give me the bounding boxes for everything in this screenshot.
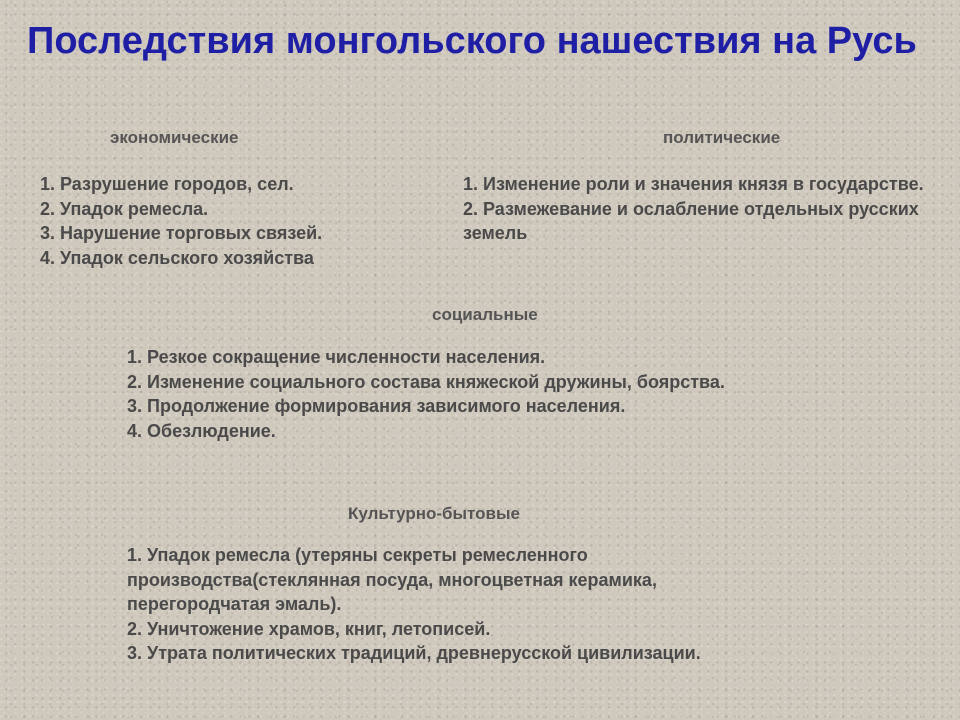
social-list bbox=[127, 345, 847, 443]
list-item: 1. Упадок ремесла (утеряны секреты ремесленного производства(стеклянная посуда, многоцветная керамика, перегородчатая эмаль). bbox=[127, 545, 657, 614]
cultural-heading: Культурно-бытовые bbox=[348, 504, 520, 523]
list-item: 2. Размежевание и ослабление отдельных русских земель bbox=[463, 198, 919, 243]
list-item: 3. Утрата политических традиций, древнерусской цивилизации. bbox=[127, 643, 701, 663]
list-item: 2. Уничтожение храмов, книг, летописей. bbox=[127, 618, 491, 639]
list-item: 3. Нарушение торговых связей. bbox=[40, 223, 323, 243]
political-heading: политические bbox=[663, 128, 781, 147]
list-item: 1. Изменение роли и значения князя в государстве. bbox=[463, 174, 924, 194]
list-item: 1. Резкое сокращение численности населения. bbox=[127, 347, 546, 367]
political-list bbox=[463, 172, 933, 246]
list-item: 1. Разрушение городов, сел. bbox=[40, 174, 294, 194]
list-item: 4. Упадок сельского хозяйства bbox=[40, 247, 314, 268]
list-item: 4. Обезлюдение. bbox=[127, 420, 276, 441]
list-item: 3. Продолжение формирования зависимого населения. bbox=[127, 396, 626, 416]
economic-list bbox=[40, 172, 450, 270]
economic-heading: экономические bbox=[110, 128, 239, 147]
slide-title: Последствия монгольского нашествия на Русь bbox=[27, 20, 917, 62]
cultural-list bbox=[127, 543, 767, 666]
list-item: 2. Упадок ремесла. bbox=[40, 198, 209, 219]
list-item: 2. Изменение социального состава княжеской дружины, боярства. bbox=[127, 371, 725, 392]
social-heading: социальные bbox=[432, 305, 538, 324]
